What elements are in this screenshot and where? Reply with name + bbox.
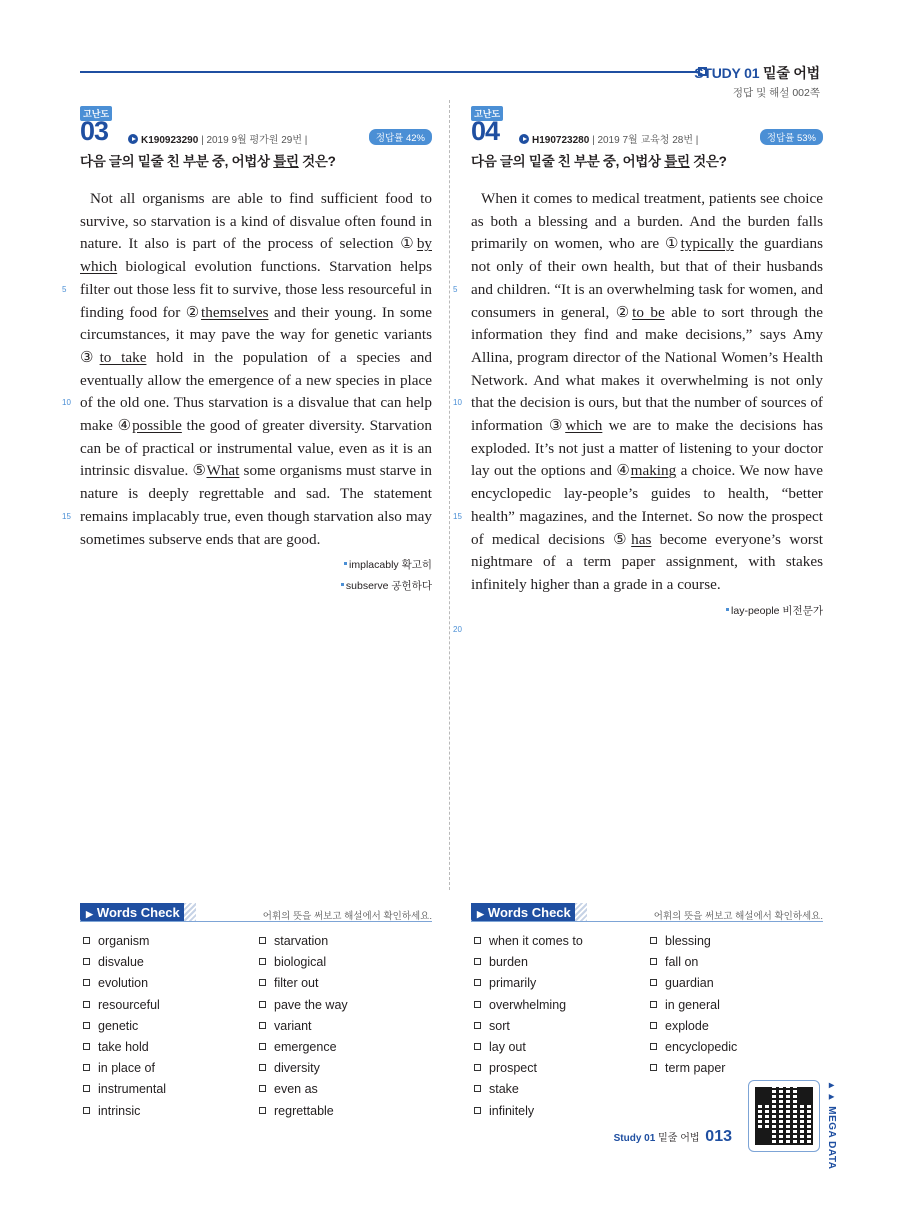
checkbox-icon[interactable] <box>650 1064 657 1071</box>
checkbox-icon[interactable] <box>83 1043 90 1050</box>
underlined-choice: to be <box>632 303 665 321</box>
passage <box>62 188 432 551</box>
line-number: 5 <box>62 285 67 294</box>
underlined-choice: by which <box>80 235 432 276</box>
line-number: 10 <box>62 398 71 407</box>
choice-marker: ⑤ <box>613 530 632 548</box>
checkbox-icon[interactable] <box>650 937 657 944</box>
checkbox-icon[interactable] <box>83 1022 90 1029</box>
choice-marker: ⑤ <box>192 462 207 480</box>
word-item: filter out <box>256 973 432 994</box>
choice-marker: ③ <box>80 348 100 366</box>
word-item: biological <box>256 952 432 973</box>
answer-reference: 정답 및 해설 002쪽 <box>732 87 820 99</box>
checkbox-icon[interactable] <box>259 958 266 965</box>
choice-marker: ① <box>400 235 417 253</box>
underlined-choice: making <box>630 462 677 480</box>
word-item: intrinsic <box>80 1101 256 1122</box>
checkbox-icon[interactable] <box>83 937 90 944</box>
bullet-icon <box>726 608 729 611</box>
word-item: organism <box>80 931 256 952</box>
word-item: in place of <box>80 1058 256 1079</box>
checkbox-icon[interactable] <box>83 1001 90 1008</box>
word-item: stake <box>471 1079 647 1100</box>
underlined-choice: which <box>565 417 603 435</box>
underlined-choice: possible <box>132 417 182 435</box>
checkbox-icon[interactable] <box>259 1107 266 1114</box>
question-header <box>471 102 823 146</box>
word-column <box>256 931 432 1122</box>
checkbox-icon[interactable] <box>650 1022 657 1029</box>
word-item: burden <box>471 952 647 973</box>
choice-marker: ② <box>185 303 202 321</box>
checkbox-icon[interactable] <box>259 979 266 986</box>
word-item: explode <box>647 1016 823 1037</box>
checkbox-icon[interactable] <box>474 1043 481 1050</box>
checkbox-icon[interactable] <box>83 1107 90 1114</box>
word-item: term paper <box>647 1058 823 1079</box>
choice-marker: ② <box>615 303 633 321</box>
checkbox-icon[interactable] <box>259 1043 266 1050</box>
arrow-icon: ▶ <box>477 909 484 919</box>
word-item: take hold <box>80 1037 256 1058</box>
word-list <box>80 931 432 1122</box>
word-item: blessing <box>647 931 823 952</box>
words-check-header <box>471 902 823 924</box>
words-check-03 <box>80 902 432 1122</box>
checkbox-icon[interactable] <box>650 979 657 986</box>
glossary <box>471 601 823 622</box>
checkbox-icon[interactable] <box>474 1001 481 1008</box>
glossary-item: lay-people 비전문가 <box>471 601 823 622</box>
line-number: 10 <box>453 398 462 407</box>
word-item: variant <box>256 1016 432 1037</box>
stripe-decoration <box>184 903 196 922</box>
qr-code[interactable] <box>748 1080 820 1152</box>
checkbox-icon[interactable] <box>83 1064 90 1071</box>
line-number: 15 <box>453 512 462 521</box>
underlined-choice: has <box>631 530 652 548</box>
column-divider <box>449 100 450 890</box>
glossary <box>80 555 432 597</box>
checkbox-icon[interactable] <box>259 1085 266 1092</box>
play-icon[interactable] <box>128 134 138 144</box>
checkbox-icon[interactable] <box>259 1001 266 1008</box>
question-04 <box>453 102 824 634</box>
checkbox-icon[interactable] <box>259 937 266 944</box>
checkbox-icon[interactable] <box>474 979 481 986</box>
underlined-choice: What <box>206 462 240 480</box>
word-item: sort <box>471 1016 647 1037</box>
checkbox-icon[interactable] <box>474 1085 481 1092</box>
word-item: lay out <box>471 1037 647 1058</box>
word-item: disvalue <box>80 952 256 973</box>
word-item: guardian <box>647 973 823 994</box>
checkbox-icon[interactable] <box>259 1064 266 1071</box>
underlined-choice: typically <box>680 235 734 253</box>
word-item: prospect <box>471 1058 647 1079</box>
word-item: overwhelming <box>471 995 647 1016</box>
passage-text: Not all organisms are able to find sufficient food to survive, so starvation is a kind of disvalue often found in nature. It also is part of the process of selection ①by which biological evolution functions. Starvation helps filter out those less fit to survive, those less resourceful in finding food for ②themselves and their young. In some circumstances, it may pave the way for genetic variants ③to take hold in the population of a species and eventually allow the emergence of a new species in place of the old one. Thus starvation is a disvalue that can help make ④possible the good of greater diversity. Starvation can be of practical or instrumental value, even as it is an intrinsic disvalue. ⑤What some organisms must starve in nature is deeply regrettable and sad. The statement remains implacably true, even though starvation also may sometimes subserve ends that are good. <box>80 190 432 548</box>
choice-marker: ④ <box>616 462 631 480</box>
checkbox-icon[interactable] <box>474 1107 481 1114</box>
choice-marker: ③ <box>549 417 566 435</box>
checkbox-icon[interactable] <box>474 958 481 965</box>
question-title: 다음 글의 밑줄 친 부분 중, 어법상 틀린 것은? <box>471 154 727 169</box>
bullet-icon <box>344 562 347 565</box>
word-item: infinitely <box>471 1101 647 1122</box>
words-check-label: ▶ Words Check <box>471 903 583 922</box>
question-number: 04 <box>471 116 500 146</box>
page-footer: Study 01 밑줄 어법 013 <box>613 1128 732 1145</box>
difficulty-badge: 고난도 <box>471 106 503 121</box>
header-rule <box>80 71 700 73</box>
words-check-header <box>80 902 432 924</box>
checkbox-icon[interactable] <box>650 958 657 965</box>
accuracy-rate-badge: 정답률 42% <box>369 129 432 145</box>
line-number: 15 <box>62 512 71 521</box>
word-item: resourceful <box>80 995 256 1016</box>
word-item: emergence <box>256 1037 432 1058</box>
choice-marker: ① <box>664 235 681 253</box>
accuracy-rate-badge: 정답률 53% <box>760 129 823 145</box>
checkbox-icon[interactable] <box>650 1001 657 1008</box>
word-item: regrettable <box>256 1101 432 1122</box>
word-item: even as <box>256 1079 432 1100</box>
checkbox-icon[interactable] <box>83 958 90 965</box>
word-item: encyclopedic <box>647 1037 823 1058</box>
words-check-label: ▶ Words Check <box>80 903 192 922</box>
bullet-icon <box>341 583 344 586</box>
study-heading: STUDY 01 밑줄 어법 <box>694 65 820 81</box>
question-number: 03 <box>80 116 109 146</box>
glossary-item: implacably 확고히 <box>80 555 432 576</box>
line-number: 5 <box>453 285 458 294</box>
question-header <box>80 102 432 146</box>
page-number: 013 <box>705 1128 732 1145</box>
qr-code-icon <box>755 1087 813 1145</box>
word-item: evolution <box>80 973 256 994</box>
word-item: primarily <box>471 973 647 994</box>
word-item: fall on <box>647 952 823 973</box>
words-check-note: 어휘의 뜻을 써보고 해설에서 확인하세요. <box>262 911 432 922</box>
words-check-note: 어휘의 뜻을 써보고 해설에서 확인하세요. <box>653 911 823 922</box>
arrow-icon: ▶ <box>86 909 93 919</box>
stripe-decoration <box>575 903 587 922</box>
word-item: diversity <box>256 1058 432 1079</box>
checkbox-icon[interactable] <box>259 1022 266 1029</box>
question-03 <box>62 102 432 597</box>
word-item: starvation <box>256 931 432 952</box>
glossary-item: subserve 공헌하다 <box>80 576 432 597</box>
underlined-choice: themselves <box>201 303 269 321</box>
checkbox-icon[interactable] <box>474 937 481 944</box>
question-source: H190723280 | 2019 7월 교육청 28번 | <box>519 131 698 146</box>
question-source: K190923290 | 2019 9월 평가원 29번 | <box>128 131 307 146</box>
checkbox-icon[interactable] <box>83 979 90 986</box>
line-number: 20 <box>453 625 462 634</box>
underlined-choice: to take <box>99 348 147 366</box>
word-item: in general <box>647 995 823 1016</box>
word-item: when it comes to <box>471 931 647 952</box>
choice-marker: ④ <box>117 417 133 435</box>
difficulty-badge: 고난도 <box>80 106 112 121</box>
word-item: genetic <box>80 1016 256 1037</box>
mega-data-label: ▸▸ MEGA DATA <box>826 1080 837 1170</box>
play-icon[interactable] <box>519 134 529 144</box>
checkbox-icon[interactable] <box>83 1085 90 1092</box>
checkbox-icon[interactable] <box>474 1022 481 1029</box>
checkbox-icon[interactable] <box>474 1064 481 1071</box>
question-title: 다음 글의 밑줄 친 부분 중, 어법상 틀린 것은? <box>80 154 336 169</box>
passage-text: When it comes to medical treatment, patients see choice as both a blessing and a burden. And the burden falls primarily on women, who are ①typically the guardians not only of their own health, but that of their husbands and children. “It is an overwhelming task for women, and consumers in general, ②to be able to sort through the information they find and make decisions,” says Amy Allina, program director of the National Women’s Health Network. And what makes it overwhelming is not only that the decision is ours, but that the number of sources of information ③which we are to make the decisions has exploded. It’s not just a matter of listening to your doctor lay out the options and ④making a choice. We now have encyclopedic lay-people’s guides to health, “better health” magazines, and the Internet. So now the prospect of medical decisions ⑤has become everyone’s worst nightmare of a term paper assignment, with stakes infinitely higher than a grade in a course. <box>471 190 824 593</box>
checkbox-icon[interactable] <box>650 1043 657 1050</box>
word-item: pave the way <box>256 995 432 1016</box>
word-column <box>471 931 647 1122</box>
word-column <box>80 931 256 1122</box>
word-item: instrumental <box>80 1079 256 1100</box>
